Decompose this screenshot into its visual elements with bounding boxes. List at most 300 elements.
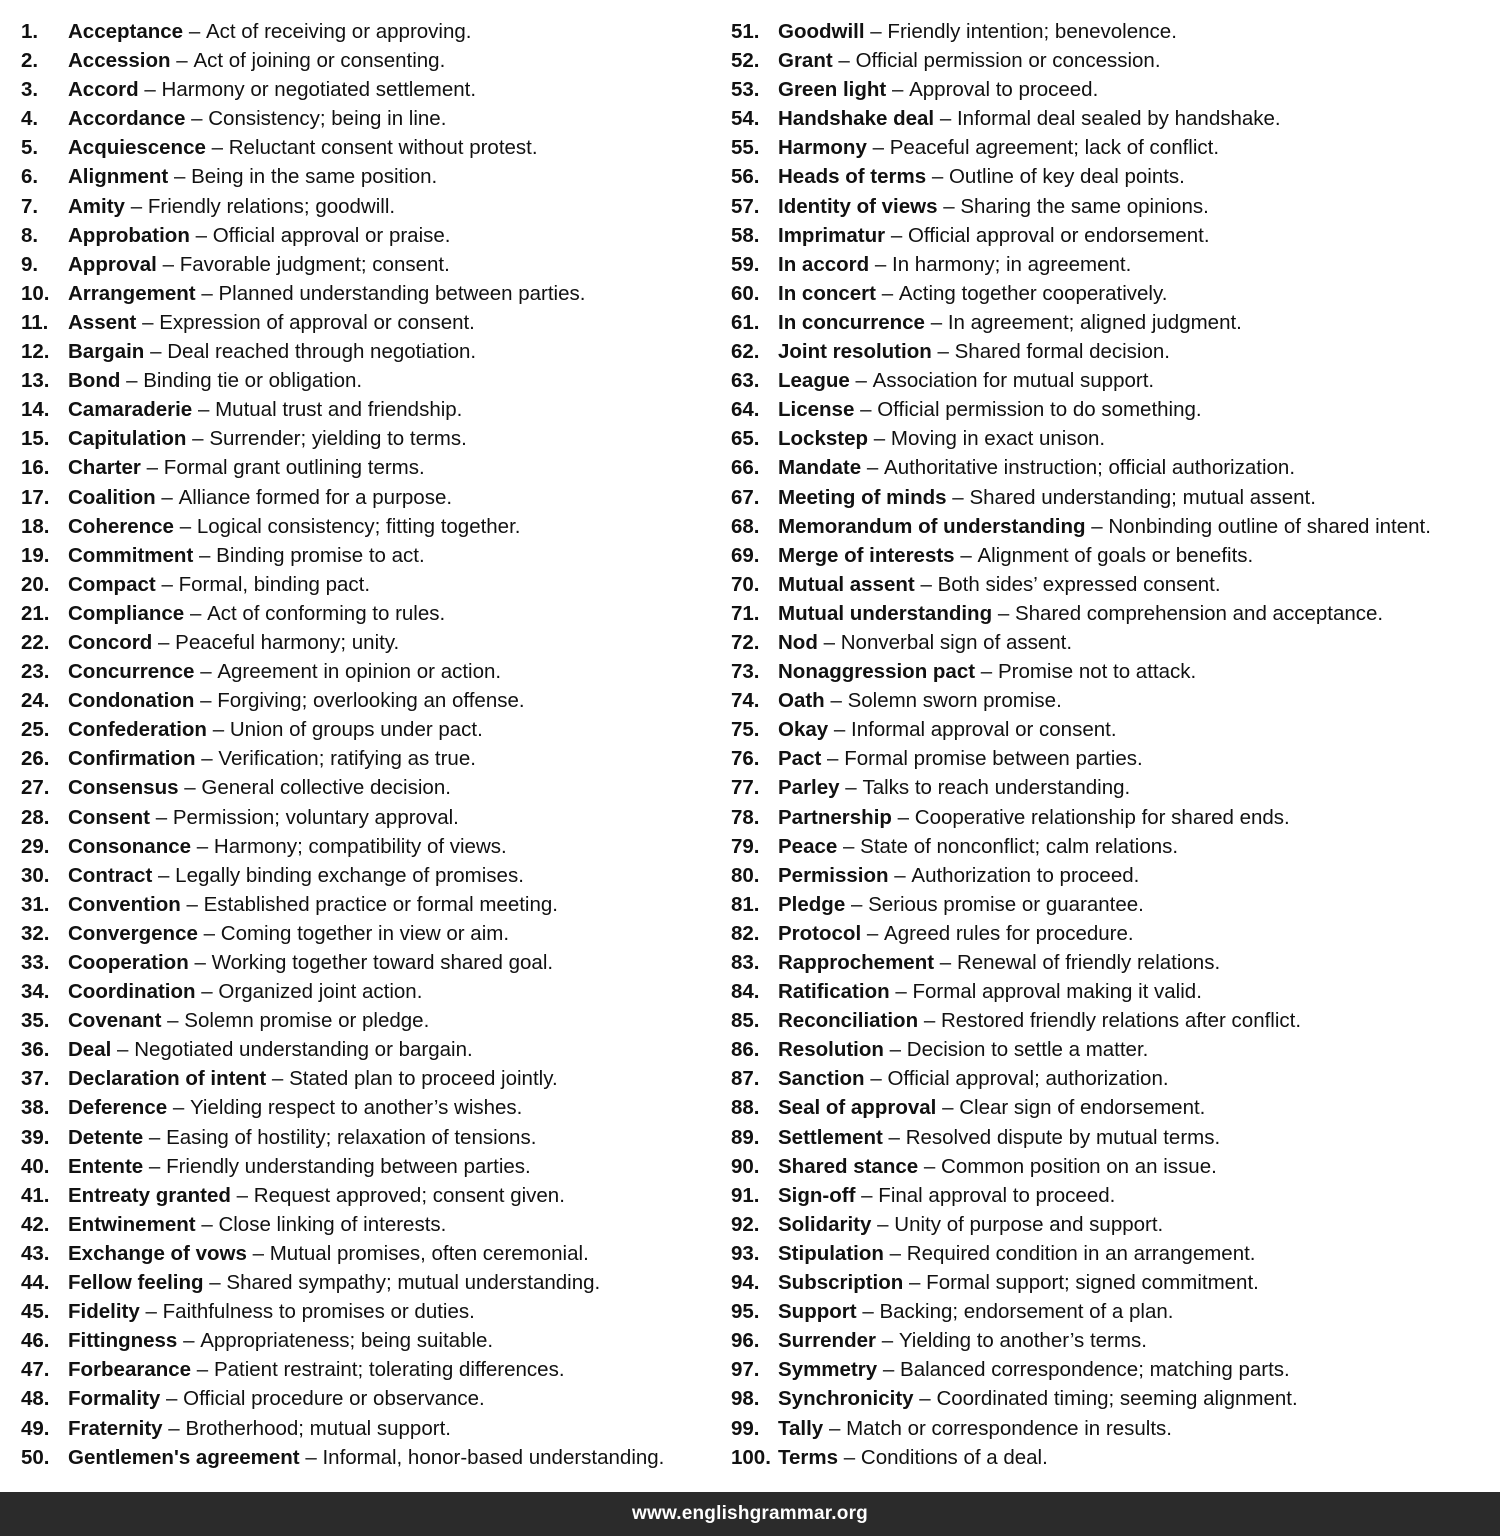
item-number: 79. [731,834,760,858]
item-text [778,1006,1301,1035]
item-text [68,337,476,366]
list-item [21,1268,721,1297]
item-text [68,1443,664,1472]
item-text [68,250,450,279]
item-text [778,453,1295,482]
item-definition: Permission; voluntary approval. [172,805,459,829]
item-number: 85. [731,1009,760,1033]
item-definition: Agreement in opinion or action. [217,660,502,684]
list-item [731,250,1496,279]
list-item [731,1035,1496,1064]
item-term: Joint resolution [778,340,932,364]
item-separator: – [184,776,196,800]
item-separator: – [191,107,203,131]
item-separator: – [943,194,955,218]
item-definition: State of nonconflict; calm relations. [860,834,1179,858]
item-separator: – [194,951,206,974]
item-term: Formality [68,1387,161,1411]
list-item [731,104,1496,133]
item-text [68,46,445,75]
list-item [21,628,721,657]
item-text [68,570,370,599]
item-definition: Working together toward shared goal. [211,951,554,974]
item-term: Assent [68,310,137,334]
item-separator: – [201,980,213,1004]
item-term: Convention [68,892,181,916]
item-number: 94. [731,1271,760,1295]
list-item [21,250,721,279]
item-number: 10. [21,281,50,305]
item-separator: – [894,863,906,887]
item-separator: – [873,427,886,451]
list-item [21,773,721,802]
item-separator: – [189,601,202,625]
item-text [778,337,1170,366]
item-definition: Balanced correspondence; matching parts. [900,1358,1290,1382]
item-term: Identity of views [778,194,938,218]
item-definition: Cooperative relationship for shared ends. [914,805,1290,829]
item-text [68,308,475,337]
list-item [731,861,1496,890]
item-text [68,1123,536,1152]
item-separator: – [176,49,188,73]
item-number: 52. [731,49,760,73]
item-separator: – [142,310,154,334]
item-text [778,1064,1169,1093]
item-text [68,104,446,133]
item-text [68,512,520,541]
item-separator: – [252,1241,264,1265]
list-item [21,1093,721,1122]
list-item [21,337,721,366]
item-number: 22. [21,630,50,654]
list-item [21,1443,721,1472]
item-text [68,832,507,861]
item-number: 24. [21,689,50,713]
item-separator: – [833,718,846,742]
item-separator: – [236,1183,249,1207]
item-separator: – [872,136,884,160]
list-item [21,919,721,948]
item-separator: – [195,223,207,247]
item-term: Peace [778,834,838,858]
item-term: Compliance [68,601,185,625]
list-item [731,1326,1496,1355]
item-separator: – [271,1067,284,1091]
item-number: 93. [731,1241,760,1265]
item-number: 65. [731,427,760,451]
item-text [68,1035,473,1064]
item-term: Contract [68,863,153,887]
item-definition: Authoritative instruction; official authorization. [884,456,1296,480]
item-term: Memorandum of understanding [778,514,1086,538]
item-separator: – [895,980,907,1004]
item-separator: – [890,223,903,247]
item-term: Consensus [68,776,179,800]
list-item [731,221,1496,250]
item-definition: General collective decision. [201,776,451,800]
item-text [778,1326,1147,1355]
item-text [778,483,1316,512]
item-separator: – [855,369,867,393]
item-separator: – [150,340,162,364]
item-number: 16. [21,456,50,480]
item-text [68,1384,485,1413]
item-term: Alignment [68,165,169,189]
item-number: 18. [21,514,50,538]
item-number: 72. [731,630,760,654]
item-term: Seal of approval [778,1096,937,1120]
item-term: Merge of interests [778,543,955,567]
item-separator: – [117,1038,129,1062]
item-definition: Coordinated timing; seeming alignment. [936,1387,1298,1411]
list-item [21,424,721,453]
item-text [68,715,483,744]
item-definition: Official approval or endorsement. [907,223,1210,247]
item-definition: Peaceful agreement; lack of conflict. [889,136,1220,160]
item-text [778,1210,1163,1239]
item-number: 81. [731,892,760,916]
item-text [68,773,451,802]
item-separator: – [980,660,993,684]
item-definition: Sharing the same opinions. [960,194,1209,218]
item-text [778,1268,1259,1297]
list-item [731,395,1496,424]
item-number: 35. [21,1009,50,1033]
item-text [778,133,1219,162]
item-separator: – [148,1154,161,1178]
item-text [68,75,476,104]
item-text [778,657,1196,686]
item-number: 17. [21,485,50,509]
item-term: Concurrence [68,660,195,684]
item-definition: Authorization to proceed. [911,863,1140,887]
item-term: Settlement [778,1125,883,1149]
item-number: 63. [731,369,760,393]
item-separator: – [845,776,857,800]
item-term: Imprimatur [778,223,886,247]
item-text [778,919,1134,948]
item-text [778,192,1209,221]
item-number: 40. [21,1154,50,1178]
item-definition: Friendly intention; benevolence. [887,20,1177,43]
list-item [21,744,721,773]
item-text [778,17,1177,46]
item-separator: – [889,1241,902,1265]
item-definition: Patient restraint; tolerating differences. [213,1358,565,1382]
item-definition: Restored friendly relations after conflict. [940,1009,1302,1033]
item-definition: Informal deal sealed by handshake. [956,107,1281,131]
item-text [68,133,538,162]
item-separator: – [158,630,170,654]
list-item [21,17,721,46]
item-definition: Legally binding exchange of promises. [175,863,524,887]
list-item [731,744,1496,773]
item-definition: Peaceful harmony; unity. [175,630,400,654]
list-item [731,570,1496,599]
item-term: Nod [778,630,818,654]
item-term: Covenant [68,1009,162,1033]
item-text [778,1414,1172,1443]
item-number: 70. [731,572,760,596]
item-definition: Faithfulness to promises or duties. [162,1300,475,1324]
item-number: 95. [731,1300,760,1324]
item-separator: – [211,136,224,160]
footer-bar [0,1492,1500,1536]
item-term: Heads of terms [778,165,927,189]
item-text [778,628,1072,657]
item-separator: – [861,1183,873,1207]
item-term: Parley [778,776,840,800]
item-number: 78. [731,805,760,829]
item-number: 1. [21,20,39,43]
list-item [21,686,721,715]
list-item [731,337,1496,366]
list-item [731,308,1496,337]
item-term: Coalition [68,485,156,509]
item-text [778,1035,1148,1064]
list-item [731,686,1496,715]
list-item [731,1355,1496,1384]
item-term: Deference [68,1096,168,1120]
item-definition: Clear sign of endorsement. [959,1096,1206,1120]
item-term: Symmetry [778,1358,878,1382]
item-separator: – [209,1271,221,1295]
item-term: Commitment [68,543,194,567]
item-number: 6. [21,165,39,189]
item-term: Reconciliation [778,1009,919,1033]
item-term: Declaration of intent [68,1067,267,1091]
item-separator: – [823,630,835,654]
item-separator: – [843,1445,856,1469]
item-term: Camaraderie [68,398,193,422]
item-separator: – [870,1067,882,1091]
item-number: 7. [21,194,39,218]
list-item [731,628,1496,657]
item-text [68,1297,475,1326]
item-term: Charter [68,456,141,480]
item-number: 30. [21,863,50,887]
item-definition: Brotherhood; mutual support. [185,1416,451,1440]
item-separator: – [889,1038,902,1062]
item-term: Solidarity [778,1212,872,1236]
list-item [21,1064,721,1093]
item-text [68,803,459,832]
list-item [731,279,1496,308]
item-separator: – [192,427,204,451]
item-definition: Backing; endorsement of a plan. [879,1300,1174,1324]
item-separator: – [183,1329,195,1353]
item-separator: – [860,398,872,422]
item-term: Shared stance [778,1154,919,1178]
item-number: 9. [21,252,39,276]
item-definition: Being in the same position. [191,165,438,189]
item-term: Oath [778,689,825,713]
item-term: Cooperation [68,951,189,974]
item-definition: Formal grant outlining terms. [163,456,425,480]
item-number: 33. [21,951,50,974]
item-number: 42. [21,1212,50,1236]
item-separator: – [920,572,932,596]
item-term: Consonance [68,834,192,858]
item-separator: – [937,340,949,364]
item-number: 31. [21,892,50,916]
item-number: 83. [731,951,760,974]
item-term: Accession [68,49,171,73]
item-separator: – [843,834,855,858]
list-item [731,1443,1496,1472]
item-number: 82. [731,921,760,945]
list-item [731,1384,1496,1413]
list-item [21,1006,721,1035]
item-definition: Agreed rules for procedure. [884,921,1134,945]
item-separator: – [939,107,952,131]
list-item [21,599,721,628]
item-text [778,686,1062,715]
list-item [731,599,1496,628]
list-item [731,483,1496,512]
item-text [68,17,471,46]
list-item [731,773,1496,802]
item-separator: – [838,49,850,73]
list-item [21,657,721,686]
item-number: 38. [21,1096,50,1120]
item-term: Coordination [68,980,196,1004]
list-item [21,861,721,890]
item-definition: Informal approval or consent. [851,718,1117,742]
item-number: 58. [731,223,760,247]
item-term: Tally [778,1416,824,1440]
item-definition: Decision to settle a matter. [906,1038,1149,1062]
item-definition: Harmony; compatibility of views. [213,834,507,858]
item-term: Bargain [68,340,145,364]
item-text [778,395,1202,424]
item-term: In accord [778,252,870,276]
list-item [731,424,1496,453]
item-term: Pledge [778,892,846,916]
item-text [68,744,476,773]
list-item [21,483,721,512]
item-separator: – [148,1125,161,1149]
list-item [731,657,1496,686]
item-separator: – [197,398,210,422]
item-number: 13. [21,369,50,393]
item-separator: – [144,78,156,102]
item-text [778,832,1178,861]
item-text [68,657,501,686]
item-term: Forbearance [68,1358,192,1382]
item-number: 32. [21,921,50,945]
item-separator: – [172,1096,185,1120]
item-term: League [778,369,850,393]
item-number: 5. [21,136,39,160]
item-term: Acceptance [68,20,184,43]
item-definition: Negotiated understanding or bargain. [134,1038,473,1062]
item-term: Nonaggression pact [778,660,976,684]
item-term: Acquiescence [68,136,206,160]
item-number: 48. [21,1387,50,1411]
list-item [731,1093,1496,1122]
item-number: 47. [21,1358,50,1382]
item-number: 67. [731,485,760,509]
item-term: Exchange of vows [68,1241,247,1265]
item-number: 37. [21,1067,50,1091]
item-definition: Nonverbal sign of assent. [840,630,1073,654]
item-definition: Harmony or negotiated settlement. [161,78,477,102]
item-text [68,424,467,453]
item-term: Sanction [778,1067,865,1091]
item-text [68,453,425,482]
item-definition: Shared understanding; mutual assent. [969,485,1316,509]
item-text [68,977,422,1006]
list-item [731,1152,1496,1181]
list-item [21,977,721,1006]
item-number: 51. [731,20,760,43]
item-definition: Common position on an issue. [941,1154,1217,1178]
item-text [68,861,524,890]
footer-website-link[interactable]: www.englishgrammar.org [632,1503,868,1524]
item-number: 26. [21,747,50,771]
item-term: Convergence [68,921,198,945]
item-separator: – [897,805,910,829]
item-definition: Act of receiving or approving. [205,20,472,43]
item-term: Surrender [778,1329,876,1353]
item-number: 55. [731,136,760,160]
item-text [778,308,1242,337]
list-item [731,17,1496,46]
list-item [731,541,1496,570]
list-item [731,133,1496,162]
item-separator: – [161,572,173,596]
item-term: Consent [68,805,150,829]
item-separator: – [919,1387,931,1411]
item-number: 46. [21,1329,50,1353]
list-item [21,162,721,191]
item-number: 59. [731,252,760,276]
item-separator: – [179,514,192,538]
item-term: Goodwill [778,20,865,43]
item-definition: Nonbinding outline of shared intent. [1108,514,1431,538]
item-term: Protocol [778,921,862,945]
item-separator: – [881,1329,894,1353]
item-text [68,541,425,570]
list-item [21,1181,721,1210]
item-text [778,541,1253,570]
item-definition: Binding tie or obligation. [143,369,363,393]
item-definition: Established practice or formal meeting. [203,892,558,916]
item-definition: Promise not to attack. [997,660,1197,684]
item-definition: Solemn sworn promise. [847,689,1062,713]
item-text [68,279,585,308]
item-number: 91. [731,1183,760,1207]
item-definition: Shared formal decision. [954,340,1170,364]
list-item [21,453,721,482]
item-text [68,1093,522,1122]
item-term: Ratification [778,980,890,1004]
list-item [21,541,721,570]
item-definition: Binding promise to act. [216,543,425,567]
item-definition: Both sides’ expressed consent. [937,572,1221,596]
item-text [778,221,1210,250]
item-text [778,599,1383,628]
item-number: 68. [731,514,760,538]
list-item [731,1006,1496,1035]
item-text [778,948,1220,977]
item-text [68,192,395,221]
list-item [731,1268,1496,1297]
item-text [778,1093,1205,1122]
item-term: Confirmation [68,747,196,771]
